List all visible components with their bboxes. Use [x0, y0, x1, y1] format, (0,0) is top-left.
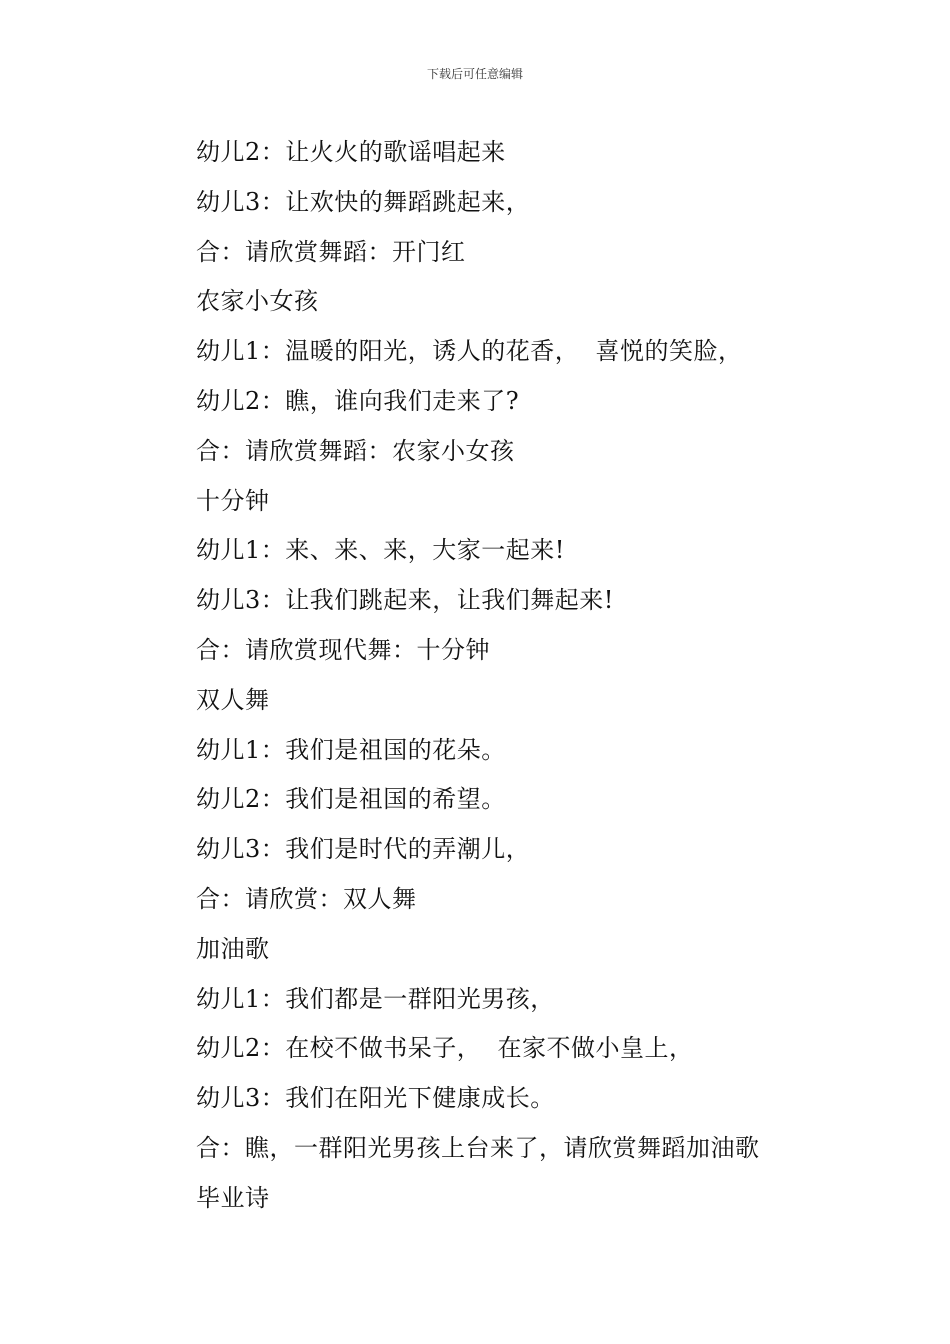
section-heading: 毕业诗	[196, 1183, 270, 1212]
text-line: 幼儿1：我们是祖国的花朵。	[196, 735, 506, 764]
text-line: 幼儿1：来、来、来，大家一起来!	[196, 536, 565, 565]
text-line: 幼儿3：我们在阳光下健康成长。	[196, 1084, 555, 1113]
text-line: 幼儿2：瞧，谁向我们走来了?	[196, 386, 520, 415]
text-line: 幼儿3：我们是时代的弄潮儿，	[196, 835, 531, 864]
text-line: 幼儿1：温暖的阳光，诱人的花香， 喜悦的笑脸，	[196, 337, 743, 366]
page-header: 下载后可任意编辑	[426, 67, 523, 81]
section-heading: 加油歌	[196, 934, 270, 963]
text-line: 幼儿2：在校不做书呆子， 在家不做小皇上，	[196, 1034, 694, 1063]
text-line: 幼儿3：让我们跳起来，让我们舞起来!	[196, 586, 614, 615]
section-heading: 十分钟	[196, 486, 270, 515]
text-line: 幼儿3：让欢快的舞蹈跳起来，	[196, 187, 531, 216]
section-heading: 农家小女孩	[196, 287, 319, 316]
text-line: 幼儿2：让火火的歌谣唱起来	[196, 138, 506, 166]
text-line: 幼儿1：我们都是一群阳光男孩，	[196, 984, 555, 1013]
text-line: 合：请欣赏舞蹈：开门红	[196, 237, 466, 266]
text-line: 幼儿2：我们是祖国的希望。	[196, 785, 506, 814]
text-line: 合：请欣赏：双人舞	[196, 884, 417, 913]
text-line: 合：请欣赏现代舞：十分钟	[196, 635, 490, 664]
section-heading: 双人舞	[196, 685, 270, 714]
text-line: 合：瞧，一群阳光男孩上台来了，请欣赏舞蹈加油歌	[196, 1133, 760, 1162]
text-line: 合：请欣赏舞蹈：农家小女孩	[196, 436, 515, 465]
document-body	[196, 128, 896, 1224]
